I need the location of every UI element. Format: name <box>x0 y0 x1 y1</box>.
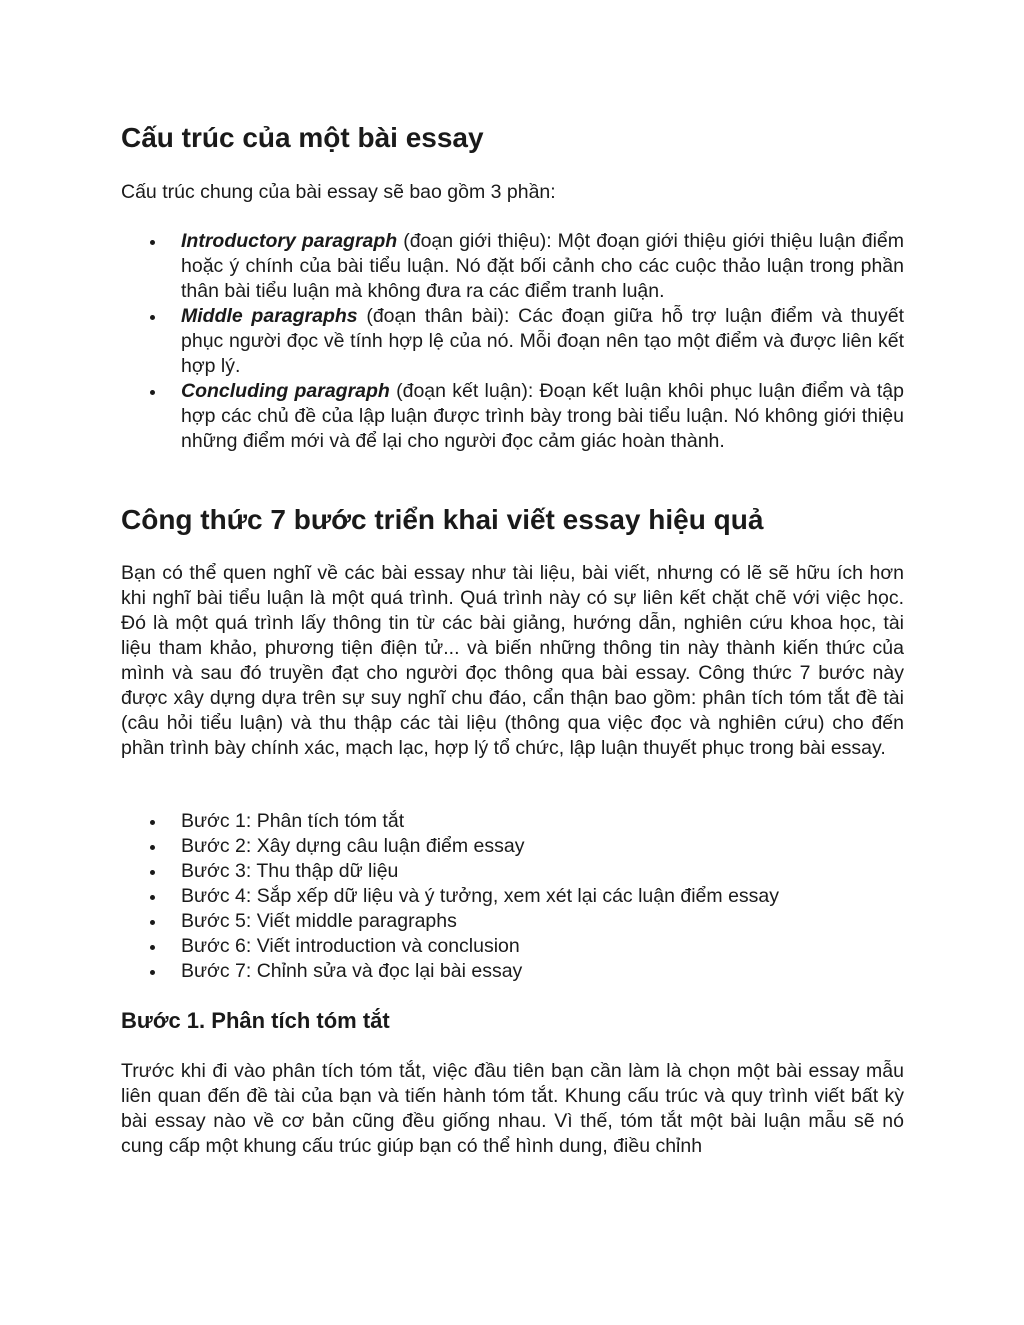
step-item: Bước 2: Xây dựng câu luận điểm essay <box>121 834 904 859</box>
list-item-concluding <box>121 379 904 454</box>
term-label: Introductory paragraph <box>181 230 398 252</box>
term-label: Concluding paragraph <box>181 380 390 402</box>
steps-list <box>121 809 904 984</box>
term-description: (đoạn giới thiệu): Một đoạn giới thiệu giới thiệu luận điểm hoặc ý chính của bài tiểu luận. Nó đặt bối cảnh cho các cuộc thảo luận trong phần thân bài tiểu luận mà không đưa ra các điểm tranh luận. <box>181 230 904 302</box>
step-item: Bước 1: Phân tích tóm tắt <box>121 809 904 834</box>
term-description: (đoạn thân bài): Các đoạn giữa hỗ trợ luận điểm và thuyết phục người đọc về tính hợp lệ của nó. Mỗi đoạn nên tạo một điểm và được liên kết hợp lý. <box>181 305 904 377</box>
step1-paragraph: Trước khi đi vào phân tích tóm tắt, việc đầu tiên bạn cần làm là chọn một bài essay mẫu liên quan đến đề tài của bạn và tiến hành tóm tắt. Khung cấu trúc và quy trình viết bất kỳ bài essay nào về cơ bản cũng đều giống nhau. Vì thế, tóm tắt một bài luận mẫu sẽ nó cung cấp một khung cấu trúc giúp bạn có thể hình dung, điều chỉnh <box>121 1060 904 1157</box>
structure-list <box>121 229 904 454</box>
list-item-middle <box>121 304 904 379</box>
section-title-essay-structure: Cấu trúc của một bài essay <box>121 122 484 153</box>
section-title-seven-steps: Công thức 7 bước triển khai viết essay hiệu quả <box>121 504 764 535</box>
list-item-introductory <box>121 229 904 304</box>
step-item: Bước 6: Viết introduction và conclusion <box>121 934 904 959</box>
term-label: Middle paragraphs <box>181 305 358 327</box>
intro-text: Cấu trúc chung của bài essay sẽ bao gồm 3 phần: <box>121 181 556 203</box>
step-item: Bước 7: Chỉnh sửa và đọc lại bài essay <box>121 959 904 984</box>
step-item: Bước 3: Thu thập dữ liệu <box>121 859 904 884</box>
step-item: Bước 5: Viết middle paragraphs <box>121 909 904 934</box>
step-item: Bước 4: Sắp xếp dữ liệu và ý tưởng, xem xét lại các luận điểm essay <box>121 884 904 909</box>
body-paragraph: Bạn có thể quen nghĩ về các bài essay như tài liệu, bài viết, nhưng có lẽ sẽ hữu ích hơn khi nghĩ bài tiểu luận là một quá trình. Quá trình này có sự liên kết chặt chẽ với việc học. Đó là một quá trình lấy thông tin từ các bài giảng, hướng dẫn, nghiên cứu khoa học, tài liệu tham khảo, phương tiện điện tử... và biến những thông tin này thành kiến thức của mình và sau đó truyền đạt cho người đọc thông qua bài essay. Công thức 7 bước này được xây dựng dựa trên sự suy nghĩ chu đáo, cẩn thận bao gồm: phân tích tóm tắt đề tài (câu hỏi tiểu luận) và thu thập các tài liệu (thông qua việc đọc và nghiên cứu) cho đến phần trình bày chính xác, mạch lạc, hợp lý tổ chức, lập luận thuyết phục trong bài essay. <box>121 562 904 759</box>
section-title-step-1: Bước 1. Phân tích tóm tắt <box>121 1008 390 1033</box>
term-description: (đoạn kết luận): Đoạn kết luận khôi phục luận điểm và tập hợp các chủ đề của lập luận được trình bày trong bài tiểu luận. Nó không giới thiệu những điểm mới và để lại cho người đọc cảm giác hoàn thành. <box>181 380 904 452</box>
